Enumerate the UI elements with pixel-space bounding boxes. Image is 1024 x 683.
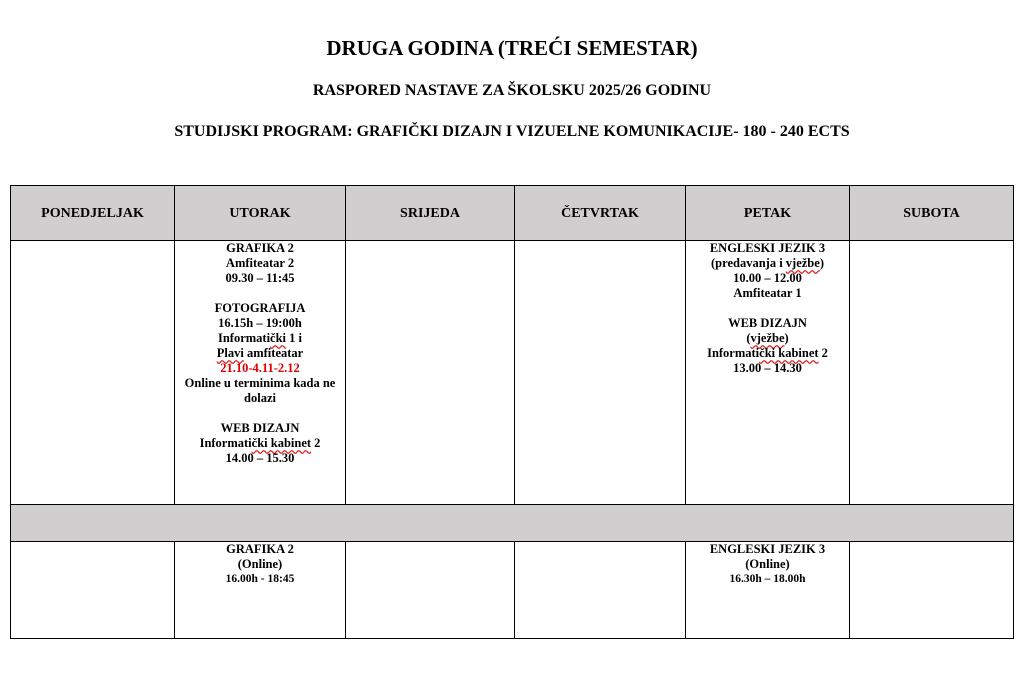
course-type: (predavanja i vježbe) <box>711 256 824 270</box>
day-wednesday: SRIJEDA <box>346 186 515 241</box>
course-time: 16.15h – 19:00h <box>218 316 302 330</box>
course-name: GRAFIKA 2 <box>226 241 294 255</box>
cell-wednesday <box>346 241 515 505</box>
course-room: Informatički kabinet 2 <box>707 346 828 360</box>
header-row <box>11 186 1014 241</box>
cell-thursday <box>515 542 686 639</box>
course-time: 13.00 – 14.30 <box>733 361 802 375</box>
course-name: FOTOGRAFIJA <box>214 301 306 315</box>
course-name: ENGLESKI JEZIK 3 <box>709 542 826 556</box>
cell-saturday <box>850 542 1014 639</box>
cell-friday <box>686 542 850 639</box>
course-type: (vježbe) <box>746 331 789 345</box>
course-room: Plavi amfiteatar <box>216 346 304 360</box>
study-program: STUDIJSKI PROGRAM: GRAFIČKI DIZAJN I VIZUELNE KOMUNIKACIJE- 180 - 240 ECTS <box>174 123 850 140</box>
schedule-table <box>10 185 1014 639</box>
course-name: ENGLESKI JEZIK 3 <box>709 241 826 255</box>
cell-thursday <box>515 241 686 505</box>
schedule-subtitle: RASPORED NASTAVE ZA ŠKOLSKU 2025/26 GODINU <box>312 82 712 99</box>
day-friday: PETAK <box>686 186 850 241</box>
cell-tuesday <box>175 542 346 639</box>
course-room: Informatički kabinet 2 <box>199 436 321 450</box>
course-mode: (Online) <box>237 557 283 571</box>
separator-row <box>11 505 1014 542</box>
course-dates: 21.10-4.11-2.12 <box>220 361 300 375</box>
course-time: 16.30h – 18.00h <box>729 573 806 585</box>
course-name: GRAFIKA 2 <box>226 542 294 556</box>
cell-monday <box>11 542 175 639</box>
course-name: WEB DIZAJN <box>220 421 300 435</box>
course-room: Informatički 1 i <box>217 331 303 345</box>
table-row <box>11 542 1014 639</box>
page-title: DRUGA GODINA (TREĆI SEMESTAR) <box>326 36 698 60</box>
course-mode: (Online) <box>745 557 790 571</box>
table-row <box>11 241 1014 505</box>
cell-wednesday <box>346 542 515 639</box>
day-thursday: ČETVRTAK <box>515 186 686 241</box>
cell-monday <box>11 241 175 505</box>
day-tuesday: UTORAK <box>175 186 346 241</box>
day-saturday: SUBOTA <box>850 186 1014 241</box>
day-monday: PONEDJELJAK <box>11 186 175 241</box>
course-room: Amfiteatar 1 <box>733 286 802 300</box>
course-name: WEB DIZAJN <box>728 316 807 330</box>
course-note: Online u terminima kada ne dolazi <box>184 376 336 405</box>
course-time: 10.00 – 12.00 <box>733 271 802 285</box>
course-time: 09.30 – 11:45 <box>225 271 295 285</box>
cell-friday <box>686 241 850 505</box>
course-time: 14.00 – 15.30 <box>225 451 295 465</box>
cell-tuesday <box>175 241 346 505</box>
cell-saturday <box>850 241 1014 505</box>
course-time: 16.00h - 18:45 <box>225 573 295 585</box>
course-room: Amfiteatar 2 <box>225 256 295 270</box>
